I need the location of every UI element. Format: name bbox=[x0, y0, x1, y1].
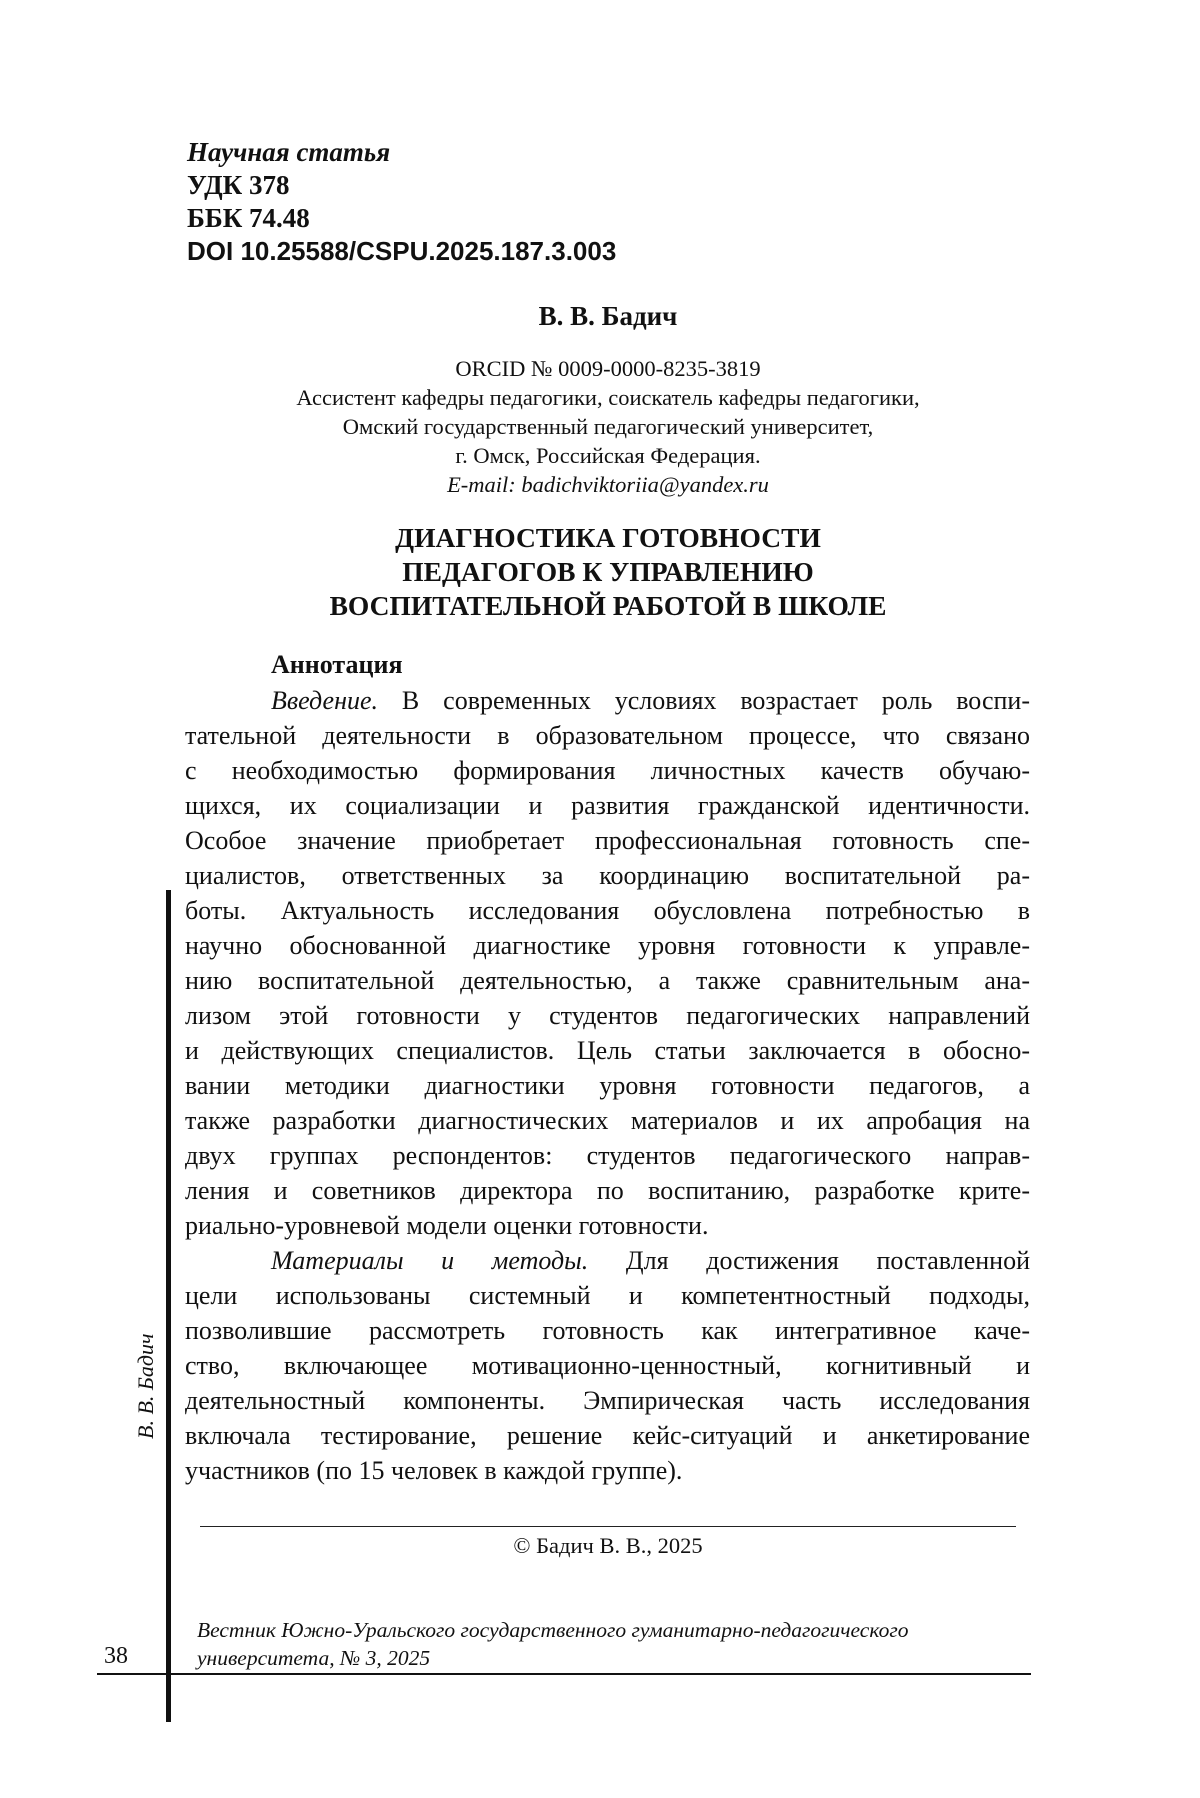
text-span: Для достижения поставленной bbox=[588, 1246, 1030, 1275]
text-line: с необходимостью формирования личностных качеств обучаю- bbox=[185, 753, 1030, 788]
journal-name bbox=[197, 1616, 1037, 1672]
text-line: также разработки диагностических материалов и их апробация на bbox=[185, 1103, 1030, 1138]
text-line: Особое значение приобретает профессиональная готовность спе- bbox=[185, 823, 1030, 858]
text-line: включала тестирование, решение кейс-ситуаций и анкетирование bbox=[185, 1418, 1030, 1453]
title-line: ДИАГНОСТИКА ГОТОВНОСТИ bbox=[187, 521, 1029, 555]
text-line: вании методики диагностики уровня готовности педагогов, а bbox=[185, 1068, 1030, 1103]
text-line: циалистов, ответственных за координацию воспитательной ра- bbox=[185, 858, 1030, 893]
text-line: ство, включающее мотивационно-ценностный, когнитивный и bbox=[185, 1348, 1030, 1383]
author-name: В. В. Бадич bbox=[187, 300, 1029, 332]
affiliation-line: Ассистент кафедры педагогики, соискатель кафедры педагогики, bbox=[187, 383, 1029, 412]
text-line bbox=[185, 683, 1030, 718]
text-line: тательной деятельности в образовательном процессе, что связано bbox=[185, 718, 1030, 753]
text-line bbox=[185, 1243, 1030, 1278]
affiliation-line: Омский государственный педагогический университет, bbox=[187, 412, 1029, 441]
author-affiliation bbox=[187, 354, 1029, 499]
doi[interactable]: DOI 10.25588/CSPU.2025.187.3.003 bbox=[187, 235, 616, 268]
intro-label: Введение. bbox=[271, 686, 378, 715]
journal-line: университета, № 3, 2025 bbox=[197, 1644, 1037, 1672]
text-line: участников (по 15 человек в каждой группе). bbox=[185, 1453, 1030, 1488]
text-line: позволившие рассмотреть готовность как интегративное каче- bbox=[185, 1313, 1030, 1348]
text-line: научно обоснованной диагностике уровня готовности к управле- bbox=[185, 928, 1030, 963]
running-author: В. В. Бадич bbox=[126, 1339, 166, 1439]
text-line: боты. Актуальность исследования обусловлена потребностью в bbox=[185, 893, 1030, 928]
annotation-heading: Аннотация bbox=[271, 648, 403, 682]
text-line: риально-уровневой модели оценки готовности. bbox=[185, 1208, 1030, 1243]
article-type: Научная статья bbox=[187, 136, 616, 169]
text-line: цели использованы системный и компетентностный подходы, bbox=[185, 1278, 1030, 1313]
copyright: © Бадич В. В., 2025 bbox=[187, 1531, 1029, 1561]
text-line: нию воспитательной деятельностью, а также сравнительным ана- bbox=[185, 963, 1030, 998]
title-line: ВОСПИТАТЕЛЬНОЙ РАБОТОЙ В ШКОЛЕ bbox=[187, 589, 1029, 623]
author-email[interactable]: E-mail: badichviktoriia@yandex.ru bbox=[187, 470, 1029, 499]
annotation-body bbox=[185, 683, 1030, 1488]
text-line: щихся, их социализации и развития гражданской идентичности. bbox=[185, 788, 1030, 823]
article-header bbox=[187, 136, 616, 268]
text-line: лизом этой готовности у студентов педагогических направлений bbox=[185, 998, 1030, 1033]
affiliation-line: г. Омск, Российская Федерация. bbox=[187, 441, 1029, 470]
footer-rule bbox=[97, 1673, 1031, 1675]
udk-code: УДК 378 bbox=[187, 169, 616, 202]
methods-label: Материалы и методы. bbox=[271, 1246, 588, 1275]
text-line: двух группах респондентов: студентов педагогического направ- bbox=[185, 1138, 1030, 1173]
text-line: и действующих специалистов. Цель статьи заключается в обосно- bbox=[185, 1033, 1030, 1068]
orcid[interactable]: ORCID № 0009-0000-8235-3819 bbox=[187, 354, 1029, 383]
article-title bbox=[187, 521, 1029, 623]
text-line: деятельностный компоненты. Эмпирическая часть исследования bbox=[185, 1383, 1030, 1418]
text-span: В современных условиях возрастает роль воспи- bbox=[378, 686, 1030, 715]
text-line: ления и советников директора по воспитанию, разработке крите- bbox=[185, 1173, 1030, 1208]
journal-line: Вестник Южно-Уральского государственного гуманитарно-педагогического bbox=[197, 1616, 1037, 1644]
page-number: 38 bbox=[104, 1641, 128, 1671]
footnote-divider bbox=[200, 1526, 1016, 1527]
title-line: ПЕДАГОГОВ К УПРАВЛЕНИЮ bbox=[187, 555, 1029, 589]
margin-rule bbox=[166, 890, 171, 1722]
bbk-code: ББК 74.48 bbox=[187, 202, 616, 235]
